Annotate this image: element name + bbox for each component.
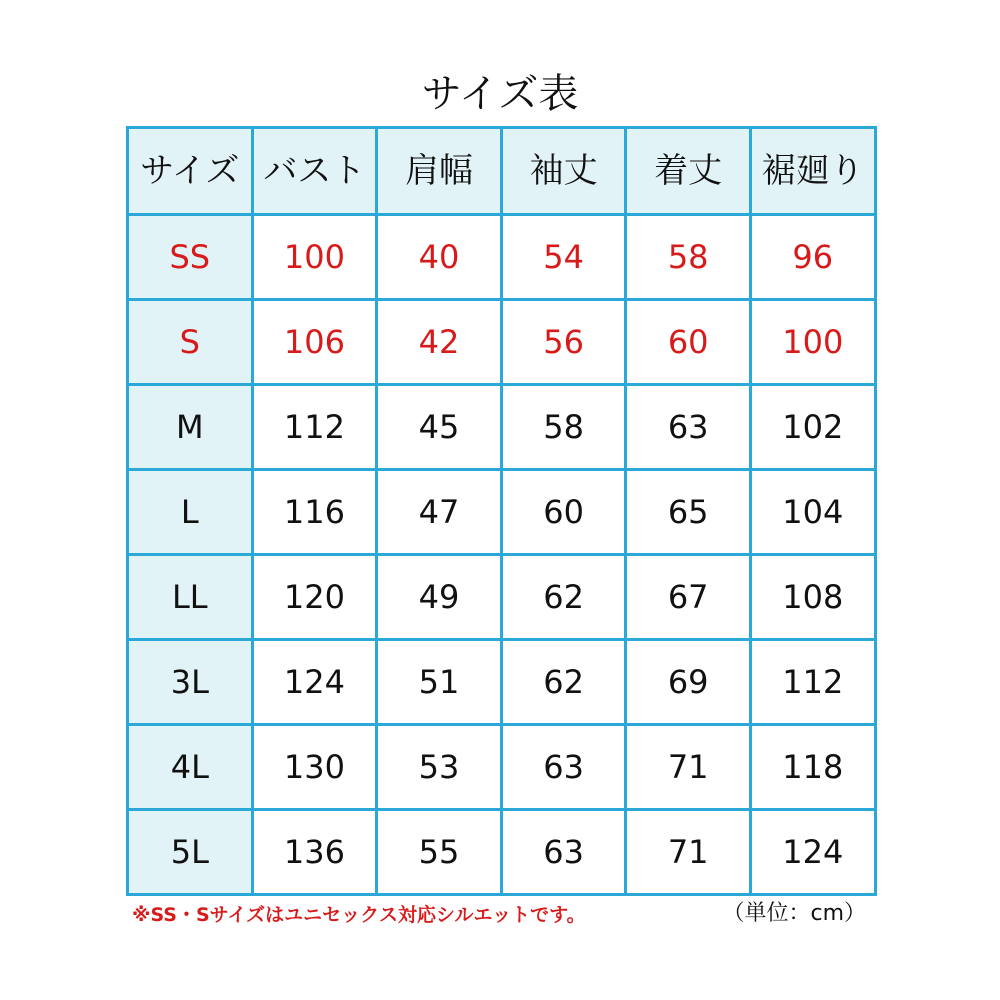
size-cell: SS [128,215,253,300]
table-cell: 51 [377,640,502,725]
table-cell: 63 [626,385,751,470]
table-row [128,215,876,300]
size-cell: 4L [128,725,253,810]
table-cell: 53 [377,725,502,810]
size-cell: L [128,470,253,555]
size-cell: 3L [128,640,253,725]
table-cell: 47 [377,470,502,555]
unit-note: （単位：cm） [722,901,866,926]
footnote: ※SS・Sサイズはユニセックス対応シルエットです。 [132,904,586,926]
table-cell: 96 [750,215,875,300]
table-cell: 42 [377,300,502,385]
table-cell: 63 [501,810,626,895]
table-cell: 49 [377,555,502,640]
header-sleeve: 袖丈 [501,128,626,215]
table-cell: 100 [750,300,875,385]
table-row [128,810,876,895]
table-cell: 116 [252,470,377,555]
size-cell: 5L [128,810,253,895]
table-cell: 130 [252,725,377,810]
table-cell: 58 [626,215,751,300]
header-bust: バスト [252,128,377,215]
table-cell: 58 [501,385,626,470]
table-cell: 69 [626,640,751,725]
table-row [128,640,876,725]
table-row [128,470,876,555]
table-cell: 56 [501,300,626,385]
table-cell: 120 [252,555,377,640]
size-cell: S [128,300,253,385]
table-cell: 118 [750,725,875,810]
table-cell: 65 [626,470,751,555]
table-cell: 112 [252,385,377,470]
size-cell: LL [128,555,253,640]
table-cell: 40 [377,215,502,300]
table-cell: 100 [252,215,377,300]
size-cell: M [128,385,253,470]
table-cell: 112 [750,640,875,725]
table-cell: 67 [626,555,751,640]
table-cell: 108 [750,555,875,640]
table-cell: 106 [252,300,377,385]
table-cell: 45 [377,385,502,470]
header-shoulder: 肩幅 [377,128,502,215]
table-cell: 60 [626,300,751,385]
page-title: サイズ表 [421,71,579,117]
table-header-row [128,128,876,215]
table-cell: 62 [501,640,626,725]
table-cell: 104 [750,470,875,555]
table-cell: 62 [501,555,626,640]
table-cell: 124 [252,640,377,725]
table-cell: 71 [626,810,751,895]
table-cell: 63 [501,725,626,810]
table-cell: 124 [750,810,875,895]
header-size: サイズ [128,128,253,215]
table-cell: 55 [377,810,502,895]
table-cell: 136 [252,810,377,895]
table-row [128,725,876,810]
table-row [128,555,876,640]
header-length: 着丈 [626,128,751,215]
table-cell: 71 [626,725,751,810]
table-row [128,300,876,385]
table-cell: 54 [501,215,626,300]
size-table [126,126,877,896]
header-hem: 裾廻り [750,128,875,215]
table-row [128,385,876,470]
table-cell: 102 [750,385,875,470]
table-cell: 60 [501,470,626,555]
